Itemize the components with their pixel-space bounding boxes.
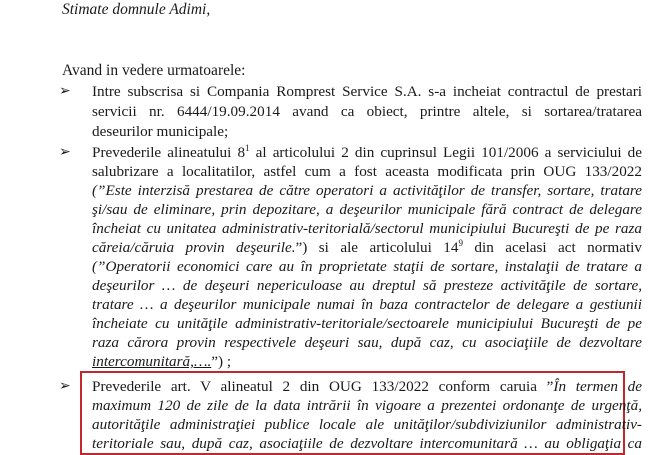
- arrow-bullet-icon: ➢: [59, 144, 71, 160]
- superscript: 9: [458, 238, 463, 248]
- quote-line: tratare … a deşeurilor municipale numai în baza contractelor de delegare a gestiunii: [92, 296, 642, 313]
- text-run: ”) ;: [211, 353, 232, 370]
- paragraph-line: Intre subscrisa si Compania Romprest Service S.A. s-a incheiat contractul de prestari: [92, 83, 642, 100]
- paragraph-line: [92, 377, 642, 397]
- quote-run: căreia/căruia provin deşeurile.: [92, 239, 296, 256]
- text-run: ”) si ale articolului 14: [295, 239, 459, 256]
- quote-line: maximum 120 de zile de la data intrării în vigoare a prezentei ordonanţe de urgenţă,: [92, 397, 642, 414]
- superscript: 1: [245, 143, 250, 153]
- paragraph-line: [92, 238, 642, 258]
- paragraph-line: deseurilor municipale;: [92, 123, 229, 140]
- quote-run: În termen de: [553, 378, 642, 395]
- paragraph-line: salubrizare a localitatilor, astfel cum a fost aceasta modificata prin OUG 133/2022: [92, 163, 642, 180]
- text-run: al articolului 2 din cuprinsul Legii 101/2006 a serviciului de: [249, 144, 642, 161]
- text-run: Prevederile alineatului 8: [92, 144, 246, 161]
- text-run: Prevederile art. V alineatul 2 din OUG 133/2022 conform caruia ”: [92, 378, 554, 395]
- salutation: Stimate domnule Adimi,: [62, 1, 211, 18]
- paragraph-line: servicii nr. 6444/19.09.2014 avand ca obiect, printre altele, si sortarea/tratarea: [92, 103, 642, 120]
- intro-text: Avand in vedere urmatoarele:: [62, 62, 246, 79]
- quote-line: şi/sau de eliminare, prin depozitare, a deşeurilor municipale fără contract de delegare: [92, 201, 642, 218]
- quote-line: încheiate cu unităţile administrativ-teritoriale/sectoarele municipiului Bucureşti de pe: [92, 315, 642, 332]
- quote-line: deşeurilor … de deşeuri nepericuloase au dreptul să presteze activităţile de sortare,: [92, 277, 642, 294]
- paragraph-line: [92, 143, 642, 163]
- quote-line: încheiat cu unitatea administrativ-teritorială/sectorul municipiului Bucureşti de pe raza: [92, 220, 642, 237]
- paragraph-line: [92, 352, 231, 372]
- arrow-bullet-icon: ➢: [59, 378, 71, 394]
- quote-line: autorităţile administraţiei publice locale ale unităţilor/subdiviziunilor administrativ-: [92, 416, 642, 433]
- quote-run: intercomunitară,….: [92, 353, 212, 370]
- quote-line: (”Este interzisă prestarea de către operatori a activităţilor de transfer, sortare, tratare: [92, 182, 642, 199]
- quote-line: raza cărora provin respectivele deşeuri sau, după caz, cu asociaţiile de dezvoltare: [92, 334, 642, 351]
- arrow-bullet-icon: ➢: [59, 83, 71, 99]
- quote-line: (”Operatorii economici care au în proprietate staţii de sortare, instalaţii de tratare a: [92, 258, 642, 275]
- quote-line: teritoriale sau, după caz, asociaţiile de dezvoltare intercomunitară … au obligaţia ca: [92, 435, 642, 452]
- text-run: din acelasi act normativ: [463, 239, 642, 256]
